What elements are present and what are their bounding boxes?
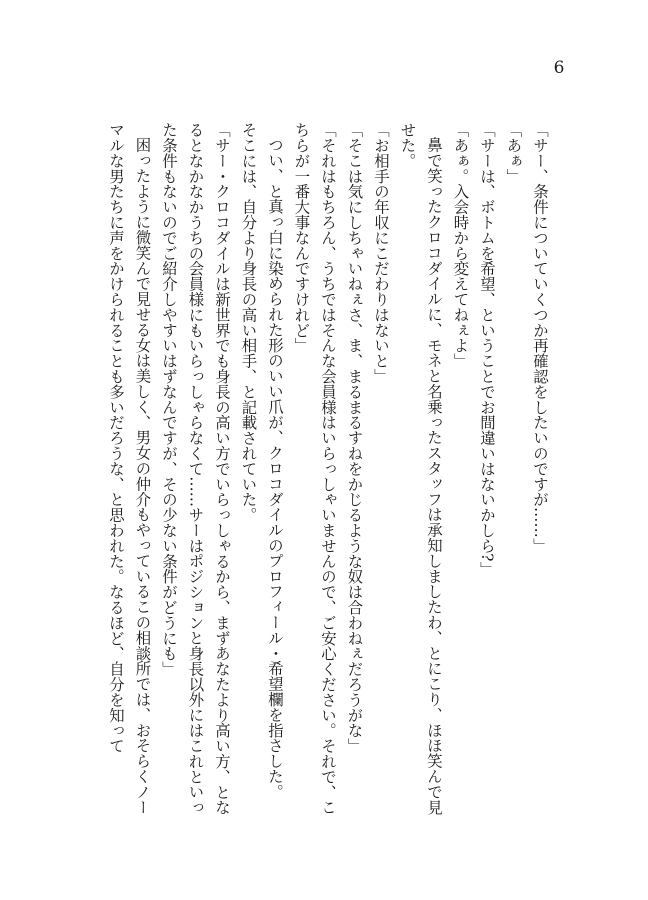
paragraph-12: 困ったように微笑んで見せる女は美しく、男女の仲介もやっているこの相談所では、おそらくノーマルな男たちに声をかけられることも多いだろうな、と思われた。なるほど、自分を知って	[107, 122, 152, 815]
paragraph-5: 鼻で笑ったクロコダイルに、モネと名乗ったスタッフは承知しましたわ、とにこり、ほほ笑んで見せた。	[398, 122, 443, 815]
paragraph-7: 「そこは気にしちゃいねぇさ、ま、まるまるすねをかじるような奴は合わねぇだろうがな」	[345, 122, 364, 754]
paragraph-8: 「それはもちろん、うちではそんな会員様はいらっしゃいませんので、ご安心ください。それで、こちらが一番大事なんですけれど」	[292, 122, 337, 815]
paragraph-6: 「お相手の年収にこだわりはないと」	[372, 122, 390, 384]
paragraph-11: 「サー・クロコダイルは新世界でも身長の高い方でいらっしゃるから、まずあなたより高い方、となるとなかなかうちの会員様にもいらっしゃらなくて……サーはポジションと身長以外にはこれといった条件もないのでご紹介しやすいはずなんですが、その少ない条件がどうにも」	[160, 122, 231, 815]
paragraph-2: 「あぁ」	[504, 122, 523, 184]
paragraph-1: 「サー、条件についていくつか再確認をしたいのですが……」	[531, 122, 549, 554]
page-number: 6	[553, 58, 565, 78]
paragraph-9: つい、と真っ白に染められた形のいい爪が、クロコダイルのプロフィール・希望欄を指さした。	[266, 137, 284, 800]
novel-body-text	[93, 122, 553, 822]
paragraph-4: 「あぁ。入会時から変えてねぇよ」	[451, 122, 470, 369]
paragraph-3: 「サーは、ボトムを希望、ということでお間違いはないかしら?」	[478, 122, 496, 577]
paragraph-10: そこには、自分より身長の高い相手、と記載されていた。	[239, 122, 258, 523]
